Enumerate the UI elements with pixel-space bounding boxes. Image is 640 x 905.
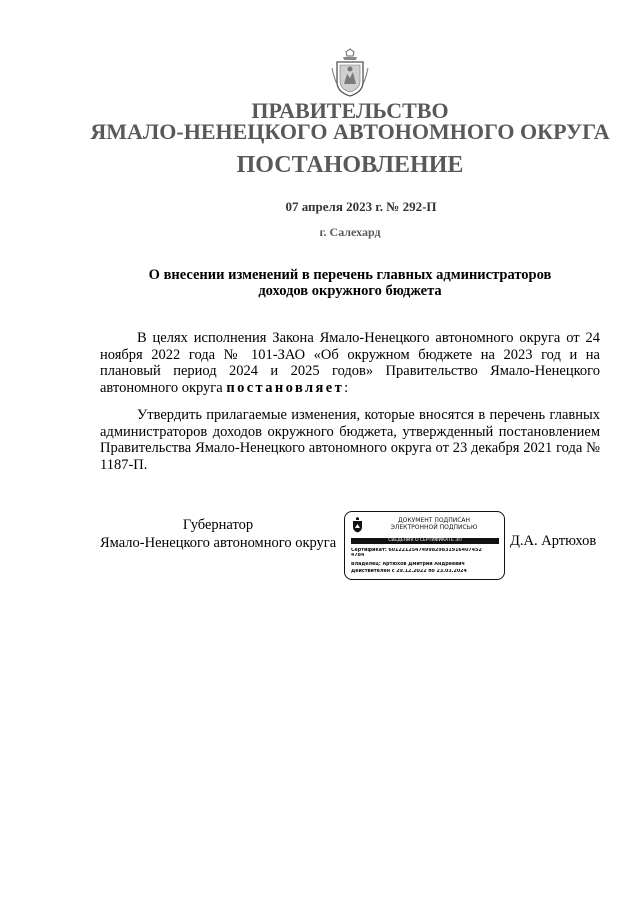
- government-name-line1: ПРАВИТЕЛЬСТВО: [251, 98, 449, 123]
- paragraph1-text: В целях исполнения Закона Ямало-Ненецкого автономного округа от 24 ноября 2022 года № 101-ЗАО «Об окружном бюджете на 2023 год и на плановый период 2024 и 2025 годов» Правительство Ямало-Ненецкого автономного округа: [100, 330, 600, 396]
- stamp-line2: ЭЛЕКТРОННОЙ ПОДПИСЬЮ: [390, 524, 478, 531]
- paragraph1-end: :: [344, 379, 349, 396]
- electronic-signature-stamp: [344, 511, 505, 580]
- paragraph1-keyword: постановляет: [226, 379, 345, 396]
- document-title-line2: доходов окружного бюджета: [258, 283, 442, 299]
- stamp-validity: Действителен с 29.12.2022 по 23.03.2024: [351, 569, 467, 574]
- stamp-emblem-icon: [352, 517, 363, 533]
- stamp-certificate-bar: СВЕДЕНИЯ О СЕРТИФИКАТЕ ЭП: [351, 538, 499, 544]
- stamp-owner: Владелец: Артюхов Дмитрий Андреевич: [351, 562, 465, 567]
- government-name-line2: ЯМАЛО-НЕНЕЦКОГО АВТОНОМНОГО ОКРУГА: [90, 119, 610, 144]
- signatory-position: [100, 516, 340, 552]
- document-type-heading: ПОСТАНОВЛЕНИЕ: [236, 152, 464, 178]
- body-paragraph-1: [100, 330, 600, 396]
- stamp-certificate: Сертификат: 6012212547499829831916407452: [351, 548, 482, 553]
- signer-name: Д.А. Артюхов: [510, 533, 597, 549]
- signatory-position-line1: Губернатор: [182, 517, 254, 533]
- document-title-line1: О внесении изменений в перечень главных администраторов: [148, 267, 552, 283]
- signatory-position-line2: Ямало-Ненецкого автономного округа: [100, 535, 337, 551]
- document-city: г. Салехард: [319, 225, 381, 239]
- body-paragraph-2: Утвердить прилагаемые изменения, которые вносятся в перечень главных администраторов доходов окружного бюджета, утвержденный постановлением Правительства Ямало-Ненецкого автономного округа от 23 декабря 2021 года № 1187-П.: [100, 407, 600, 473]
- document-title: [100, 267, 600, 299]
- coat-of-arms-icon: [331, 48, 369, 98]
- document-date-number: 07 апреля 2023 г. № 292-П: [285, 199, 437, 214]
- stamp-certificate-cont: 4784: [351, 553, 365, 558]
- stamp-line1: ДОКУМЕНТ ПОДПИСАН: [397, 517, 471, 524]
